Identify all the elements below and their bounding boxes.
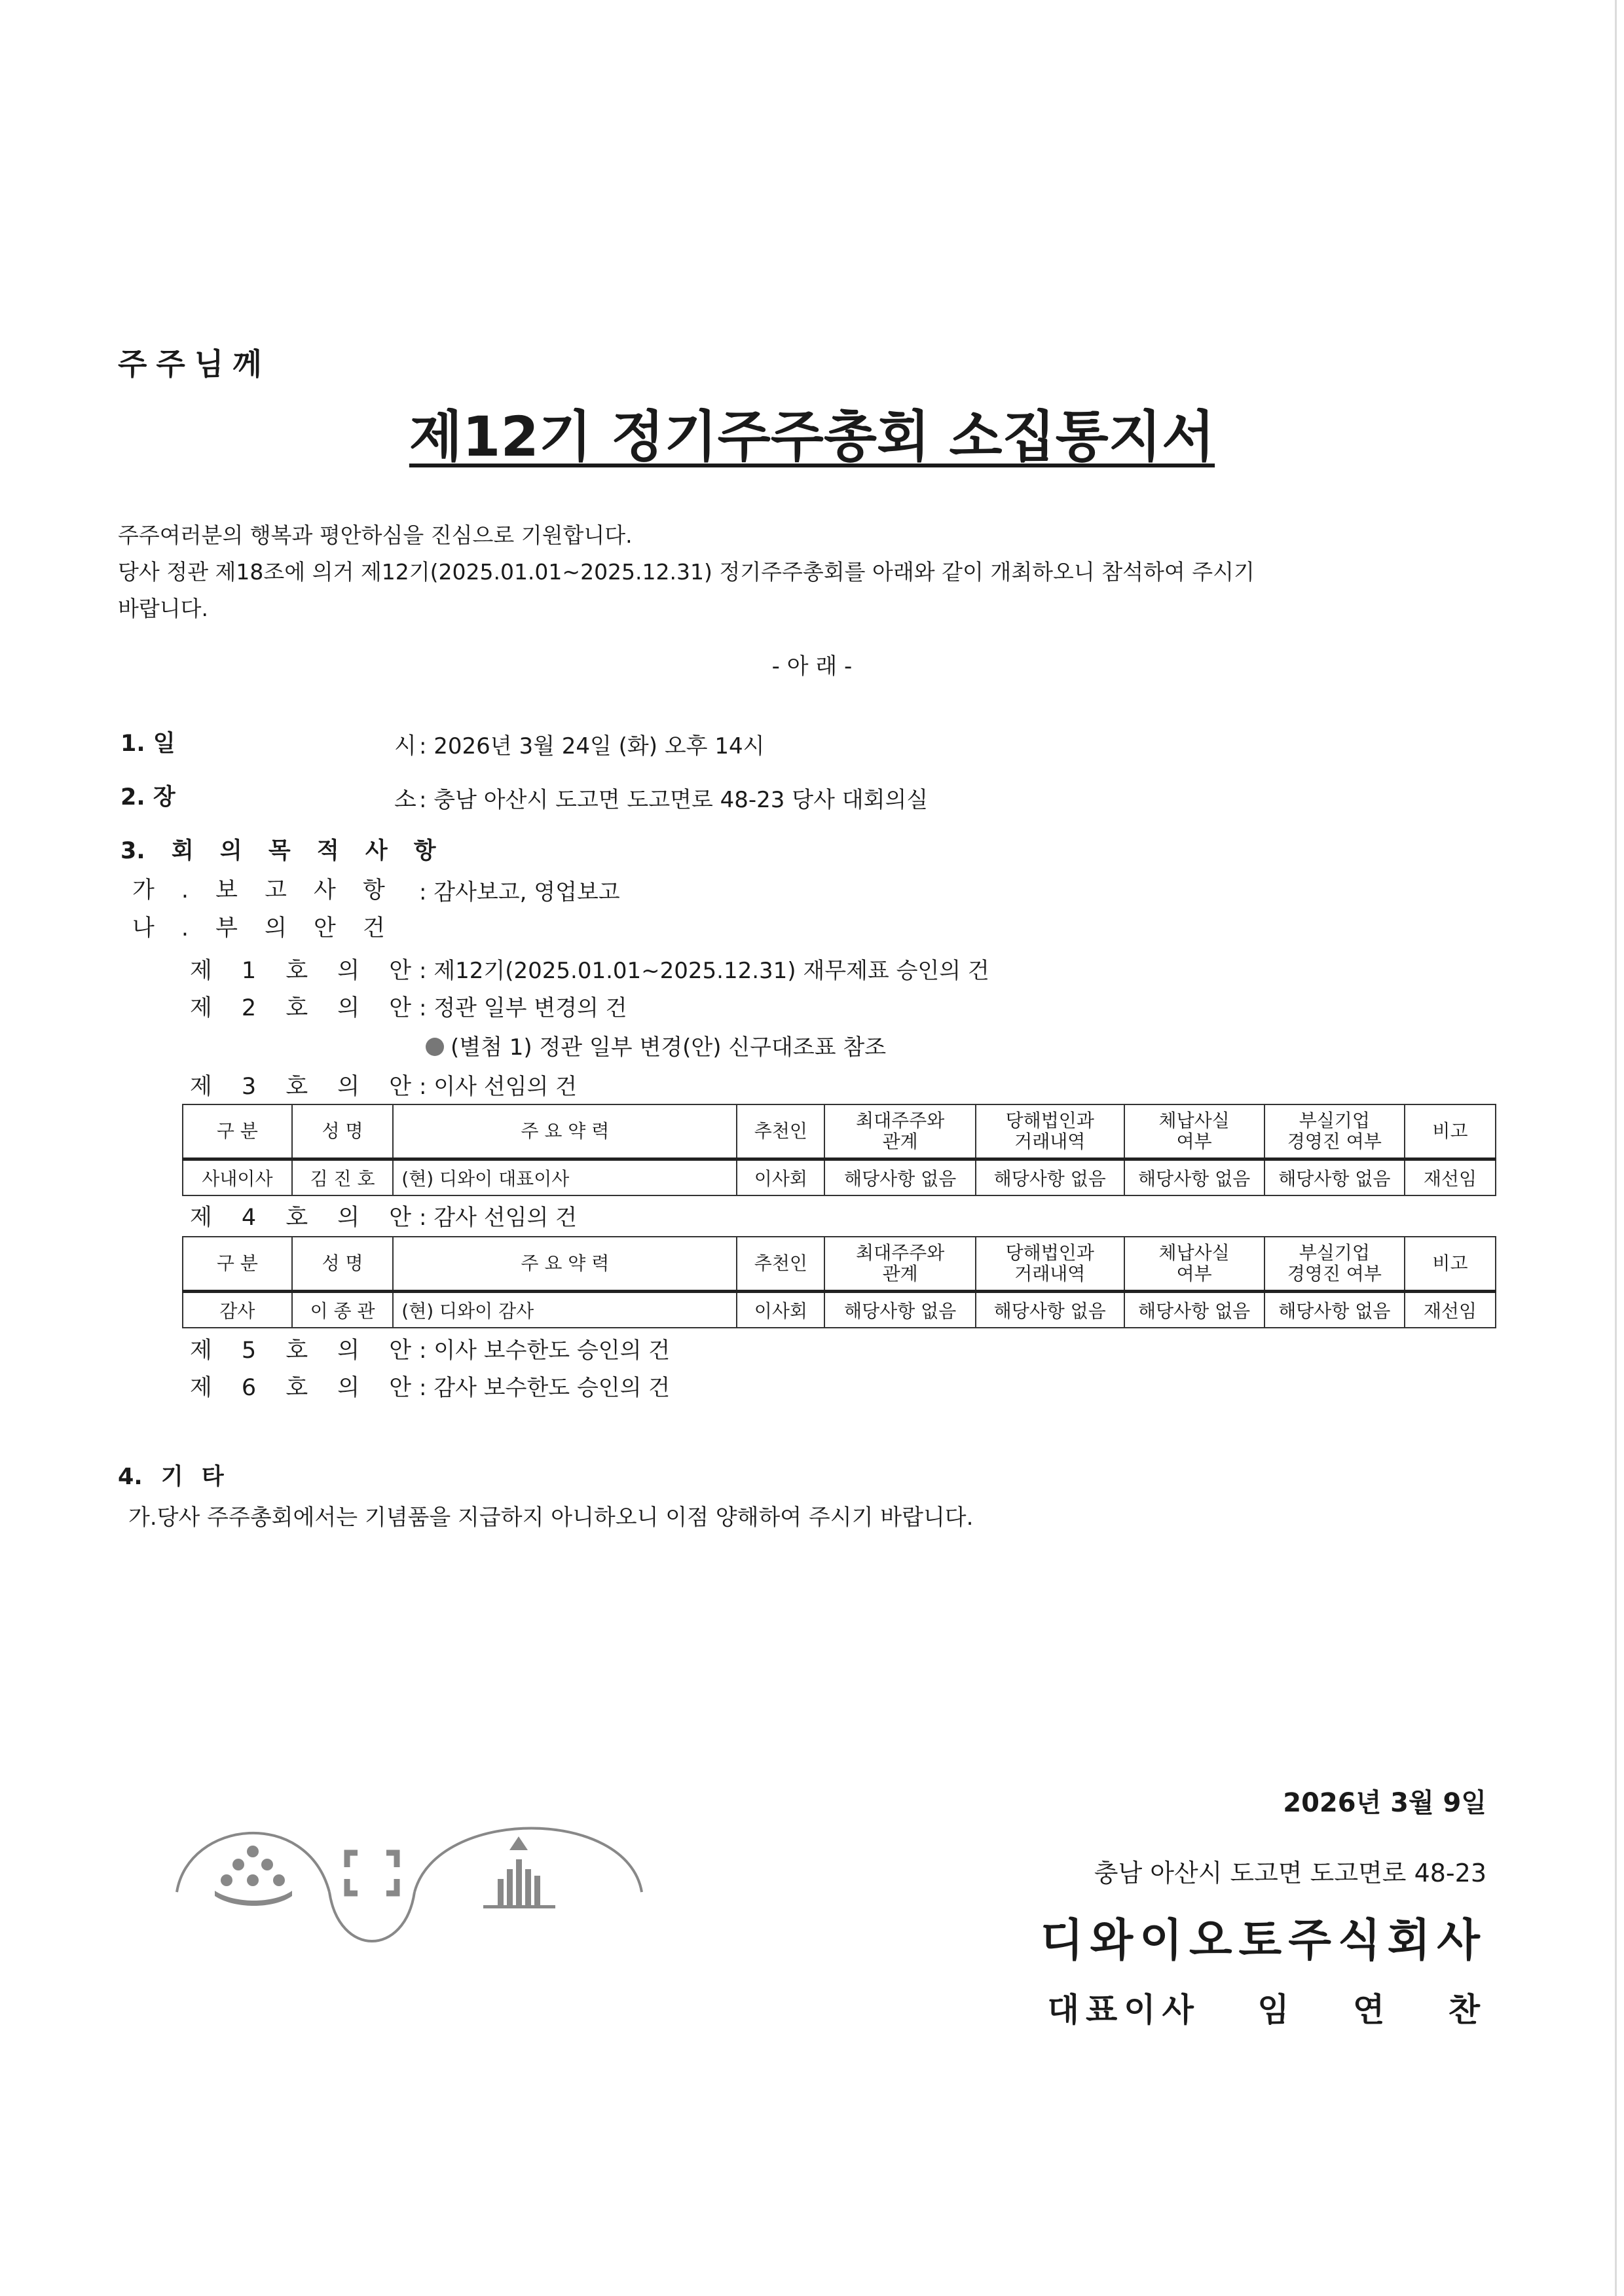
report-label: 가 . 보 고 사 항	[132, 877, 385, 903]
table-cell: 감사	[183, 1292, 292, 1328]
table-cell: 재선임	[1405, 1292, 1496, 1328]
place-label-end: 소	[394, 787, 416, 813]
table-cell: 해당사항 없음	[1264, 1159, 1405, 1196]
place-value: : 충남 아산시 도고면 도고면로 48-23 당사 대회의실	[419, 787, 929, 813]
bill-4-value: : 감사 선임의 건	[419, 1205, 577, 1231]
header-cell: 비고	[1405, 1104, 1496, 1159]
bill-5-label: 제 5 호 의 안	[190, 1338, 412, 1364]
auditor-candidate-table	[182, 1236, 1496, 1328]
issue-date: 2026년 3월 9일	[1283, 1788, 1486, 1818]
header-cell: 체납사실 여부	[1124, 1104, 1264, 1159]
header-cell: 체납사실 여부	[1124, 1237, 1264, 1292]
brackets-symbol-icon	[347, 1853, 397, 1893]
table-cell: (현) 디와이 감사	[393, 1292, 737, 1328]
greeting: 주주님께	[118, 346, 271, 382]
bill-2-label: 제 2 호 의 안	[190, 995, 412, 1021]
header-cell: 당해법인과 거래내역	[976, 1104, 1124, 1159]
document-title: 제12기 정기주주총회 소집통지서	[409, 405, 1215, 469]
logo-arc-middle	[329, 1892, 415, 1941]
table-cell: 해당사항 없음	[1264, 1292, 1405, 1328]
table-cell: 해당사항 없음	[1124, 1292, 1264, 1328]
people-symbol-icon	[215, 1846, 292, 1906]
place-label: 2. 장	[120, 784, 175, 811]
intro-line: 바랍니다.	[118, 596, 209, 621]
header-cell: 당해법인과 거래내역	[976, 1237, 1124, 1292]
date-label-end: 시	[394, 733, 416, 759]
report-value: : 감사보고, 영업보고	[419, 879, 620, 905]
table-cell: 해당사항 없음	[976, 1159, 1124, 1196]
bill-6-label: 제 6 호 의 안	[190, 1375, 412, 1401]
bill-3-value: : 이사 선임의 건	[419, 1074, 577, 1100]
bill-2-note: (별첨 1) 정관 일부 변경(안) 신구대조표 참조	[426, 1029, 886, 1061]
page-edge-line	[1615, 0, 1617, 2296]
table-cell: 해당사항 없음	[1124, 1159, 1264, 1196]
intro-paragraph	[118, 517, 1526, 627]
other-label: 4. 기 타	[118, 1464, 224, 1490]
table-cell: 사내이사	[183, 1159, 292, 1196]
intro-line: 주주여러분의 행복과 평안하심을 진심으로 기원합니다.	[118, 522, 633, 548]
bill-1-label: 제 1 호 의 안	[190, 958, 412, 984]
growth-chart-icon	[483, 1836, 555, 1908]
header-cell: 주 요 약 력	[393, 1237, 737, 1292]
header-cell: 구 분	[183, 1237, 292, 1292]
header-cell: 최대주주와 관계	[824, 1104, 976, 1159]
table-row	[183, 1159, 1496, 1196]
table-cell: 해당사항 없음	[824, 1159, 976, 1196]
header-cell: 성 명	[292, 1104, 393, 1159]
table-cell: 김 진 호	[292, 1159, 393, 1196]
header-cell: 최대주주와 관계	[824, 1237, 976, 1292]
table-cell: 이 종 관	[292, 1292, 393, 1328]
bill-3-label: 제 3 호 의 안	[190, 1074, 412, 1100]
table-cell: 해당사항 없음	[976, 1292, 1124, 1328]
bullet-icon	[426, 1038, 444, 1056]
header-cell: 부실기업 경영진 여부	[1264, 1104, 1405, 1159]
company-address: 충남 아산시 도고면 도고면로 48-23	[1094, 1859, 1486, 1887]
date-label: 1. 일	[120, 731, 175, 757]
bill-5-value: : 이사 보수한도 승인의 건	[419, 1338, 671, 1364]
header-cell: 추천인	[737, 1237, 824, 1292]
bill-6-value: : 감사 보수한도 승인의 건	[419, 1375, 671, 1401]
date-value: : 2026년 3월 24일 (화) 오후 14시	[419, 733, 765, 759]
header-cell: 부실기업 경영진 여부	[1264, 1237, 1405, 1292]
table-header-row	[183, 1104, 1496, 1159]
table-header-row	[183, 1237, 1496, 1292]
table-cell: 이사회	[737, 1292, 824, 1328]
company-name: 디와이오토주식회사	[1040, 1915, 1486, 1967]
bill-4-label: 제 4 호 의 안	[190, 1205, 412, 1231]
agenda-label: 3. 회 의 목 적 사 항	[120, 838, 436, 864]
table-cell: 재선임	[1405, 1159, 1496, 1196]
resolution-label: 나 . 부 의 안 건	[132, 915, 385, 941]
company-logo-icon	[175, 1794, 647, 1951]
intro-line: 당사 정관 제18조에 의거 제12기(2025.01.01~2025.12.31) 정기주주총회를 아래와 같이 개최하오니 참석하여 주시기	[118, 559, 1255, 585]
bill-1-value: : 제12기(2025.01.01~2025.12.31) 재무제표 승인의 건	[419, 958, 989, 984]
table-cell: (현) 디와이 대표이사	[393, 1159, 737, 1196]
header-cell: 추천인	[737, 1104, 824, 1159]
header-cell: 구 분	[183, 1104, 292, 1159]
header-cell: 주 요 약 력	[393, 1104, 737, 1159]
ara-heading: - 아 래 -	[771, 653, 853, 680]
table-row	[183, 1292, 1496, 1328]
header-cell: 성 명	[292, 1237, 393, 1292]
other-text: 가.당사 주주총회에서는 기념품을 지급하지 아니하오니 이점 양해하여 주시기 바랍니다.	[128, 1504, 974, 1531]
ceo-name: 대표이사 임 연 찬	[1047, 1991, 1486, 2029]
table-cell: 이사회	[737, 1159, 824, 1196]
table-cell: 해당사항 없음	[824, 1292, 976, 1328]
director-candidate-table	[182, 1104, 1496, 1196]
bill-2-value: : 정관 일부 변경의 건	[419, 995, 627, 1021]
header-cell: 비고	[1405, 1237, 1496, 1292]
